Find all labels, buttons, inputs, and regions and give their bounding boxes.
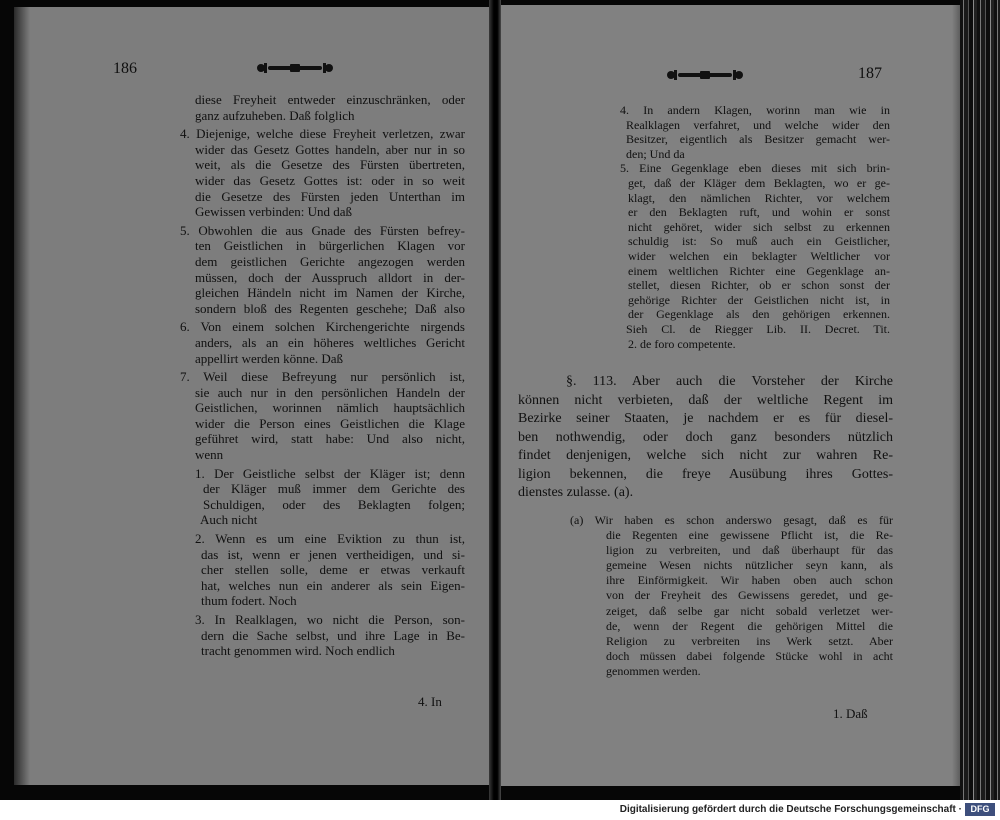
text-line: ligion zu verbreiten, und daß überhaupt für das	[606, 543, 893, 558]
text-line: stellet, diesen Richter, ob er schon sonst der	[628, 278, 890, 293]
text-line: von der Freyheit des Gewissens geredet, und ge-	[606, 588, 893, 603]
text-line: diese Freyheit entweder einzuschränken, oder	[195, 92, 465, 107]
text-line: müssen, doch der Ausspruch alldort in der-	[195, 269, 465, 285]
text-line: tracht genommen wird. Noch endlich	[201, 643, 395, 659]
text-line: 6. Von einem solchen Kirchengerichte nirgends	[180, 319, 465, 335]
text-line: get, daß der Kläger dem Beklagten, wo er ge-	[628, 175, 890, 190]
text-line: 7. Weil diese Befreyung nur persönlich ist,	[180, 369, 465, 385]
text-line: appellirt werden könne. Daß	[195, 350, 344, 366]
text-line: Besitzer, eigentlich als Besitzer gemacht wer-	[626, 132, 890, 147]
digitization-credit: Digitalisierung gefördert durch die Deutsche Forschungsgemeinschaft ·	[619, 804, 962, 815]
page-edge-shadow	[960, 0, 1000, 800]
text-line: wider das Gesetz Gottes ist: oder in so weit	[195, 172, 465, 188]
text-line: cher stellen solle, deme er etwas verkauft	[201, 562, 465, 578]
text-line: ligion bekennen, die freye Ausübung ihres Gottes-	[518, 466, 893, 482]
text-line: 5. Obwohlen die aus Gnade des Fürsten befrey-	[180, 222, 465, 238]
text-line: Schuldigen, oder des Beklagten folgen;	[203, 496, 465, 512]
text-line: schuldig ist: So muß auch ein Geistlicher,	[628, 234, 890, 249]
book-spine	[489, 0, 501, 800]
text-line: wenn	[195, 447, 224, 463]
text-line: 3. In Realklagen, wo nicht die Person, son-	[195, 612, 465, 627]
left-page-text	[180, 92, 465, 659]
text-line: thum fodert. Noch	[201, 593, 297, 609]
text-line: wider das Gesetz Gottes handeln, aber nur in so	[195, 141, 465, 157]
text-line: ben nothwendig, oder doch ganz besonders nützlich	[518, 429, 893, 445]
text-line: die Regenten eine gewissene Pflicht ist, die Re-	[606, 528, 893, 543]
text-line: ganz aufzuheben. Daß folglich	[195, 107, 355, 123]
text-line: er den Beklagten ruft, und wohin er sonst	[628, 205, 890, 220]
text-line: 4. In andern Klagen, worinn man wie in	[620, 103, 890, 117]
text-line: Gewissen verbinden: Und daß	[195, 204, 353, 220]
text-line: dienstes zulasse. (a).	[518, 485, 634, 500]
text-line: anders, als an ein höheres weltliches Gericht	[195, 334, 465, 350]
section-paragraph	[518, 373, 893, 503]
text-line: dem geistlichen Gerichte angezogen werden	[195, 253, 465, 269]
footnote	[570, 513, 893, 679]
text-line: 5. Eine Gegenklage eben dieses mit sich brin-	[620, 161, 890, 176]
ornament-icon	[664, 68, 746, 82]
text-line: findet denjenigen, welche sich nicht zur wahren Re-	[518, 448, 893, 463]
text-line: dern die Sache selbst, und ihre Lage in Be-	[201, 627, 465, 643]
text-line: Religion zu verbreiten ins Werk setzt. Aber	[606, 633, 893, 648]
text-line: 1. Der Geistliche selbst der Kläger ist; denn	[195, 465, 465, 481]
text-line: zeiget, daß selbe gar nicht sobald verletzet wer-	[606, 603, 893, 618]
text-line: weit, als die Gesetze des Fürsten übertreten,	[195, 157, 465, 173]
text-line: hat, welches nun ein anderer als sein Eigen-	[201, 577, 465, 593]
text-line: doch müssen dabei folgende Stücke wohl in acht	[606, 648, 893, 663]
text-line: sondern bloß des Regenten geschehe; Daß also	[195, 300, 465, 316]
ornament-icon	[254, 61, 336, 75]
text-line: §. 113. Aber auch die Vorsteher der Kirche	[566, 374, 893, 389]
text-line: der Kläger muß immer dem Gerichte des	[203, 481, 465, 497]
text-line: Sieh Cl. de Riegger Lib. II. Decret. Tit.	[626, 321, 890, 336]
page-number: 186	[113, 60, 137, 77]
text-line: die Gesetze des Fürsten jeden Unterthan im	[195, 188, 465, 204]
page-number: 187	[858, 65, 882, 82]
text-line: Geistlichen, worinnen nämlich hauptsächlich	[195, 400, 465, 416]
text-line: gleichen Händeln nicht im Namen der Kirche,	[195, 285, 465, 301]
text-line: de, wenn der Regent die gehörigen Mittel die	[606, 618, 893, 633]
text-line: wider die Person eines Geistlichen die Klage	[195, 415, 465, 431]
catchword: 1. Daß	[833, 706, 868, 721]
text-line: das ist, wenn er jenen vertheidigen, und si-	[201, 546, 465, 562]
text-line: Realklagen verfahret, und welche wider den	[626, 117, 890, 132]
text-line: gehörige Richter der Geistlichen nicht ist, in	[628, 292, 890, 307]
text-line: sie auch nur in den persönlichen Handeln der	[195, 384, 465, 400]
text-line: können nicht verbieten, daß der weltliche Regent im	[518, 392, 893, 408]
text-line: Bezirke seiner Staaten, je nachdem er es für diesel-	[518, 411, 893, 426]
text-line: gemeine Wesen nichts nützlicher seyn kann, als	[606, 558, 893, 573]
text-line: Auch nicht	[200, 512, 258, 528]
text-line: den; Und da	[626, 146, 685, 161]
text-line: ihre Einförmigkeit. Wir haben oben auch schon	[606, 573, 893, 588]
text-line: 4. Diejenige, welche diese Freyheit verletzen, zwar	[180, 126, 465, 142]
text-line: nicht gehöret, wider sich selbst zu erkennen	[628, 219, 890, 234]
text-line: 2. Wenn es um eine Eviktion zu thun ist,	[195, 531, 465, 547]
text-line: (a) Wir haben es schon anderswo gesagt, daß es für	[570, 513, 893, 527]
text-line: klagt, den nämlichen Richter, vor welchem	[628, 190, 890, 205]
text-line: der Gegenklage als den gehörigen erkennen.	[628, 307, 890, 322]
digitization-footer	[0, 800, 1000, 820]
text-line: wider welchen ein beklagter Weltlicher vor	[628, 248, 890, 263]
numbered-notes	[620, 103, 890, 351]
text-line: geführet wird, statt habe: Und also nicht,	[195, 431, 465, 447]
catchword: 4. In	[418, 694, 442, 709]
dfg-logo: DFG	[965, 803, 995, 816]
text-line: 2. de foro competente.	[628, 336, 736, 351]
text-line: ten Geistlichen in bürgerlichen Klagen vor	[195, 238, 465, 254]
text-line: genommen werden.	[606, 663, 701, 678]
text-line: einem weltlichen Richter eine Gegenklage an-	[628, 263, 890, 278]
